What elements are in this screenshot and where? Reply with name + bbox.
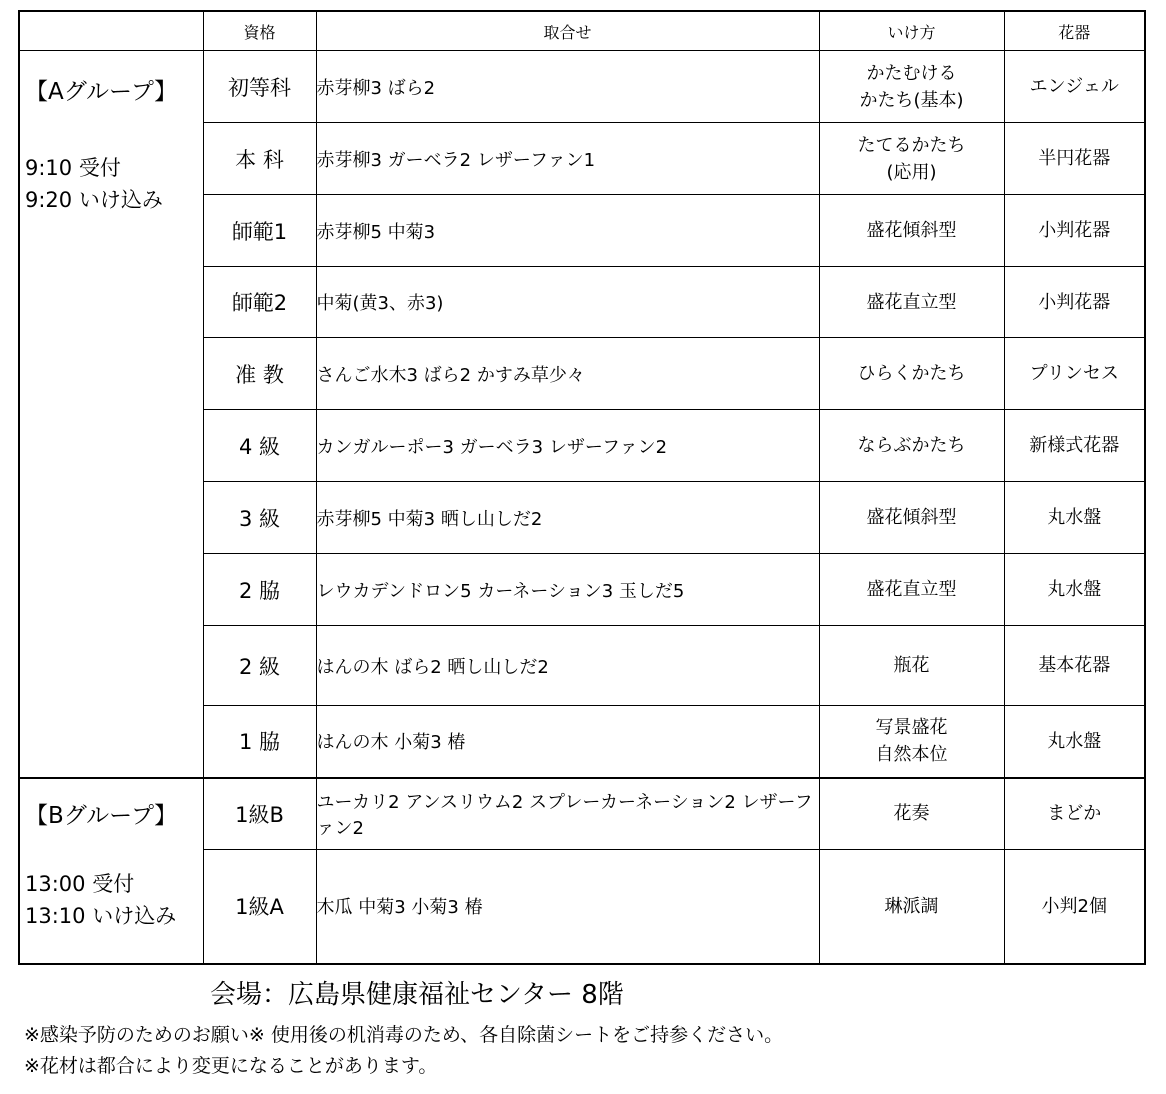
arrangement-cell: 琳派調 bbox=[819, 850, 1004, 964]
arrangement-cell: ひらくかたち bbox=[819, 338, 1004, 410]
materials-cell: 赤芽柳5 中菊3 bbox=[316, 195, 819, 267]
arrangement-cell: 盛花直立型 bbox=[819, 554, 1004, 626]
arrangement-line-2: 自然本位 bbox=[875, 744, 948, 766]
materials-cell: ユーカリ2 アンスリウム2 スプレーカーネーション2 レザーファン2 bbox=[316, 778, 819, 850]
arrangement-cell bbox=[819, 706, 1004, 778]
arrangement-cell: 瓶花 bbox=[819, 626, 1004, 706]
qualification-cell: 本 科 bbox=[203, 123, 316, 195]
header-materials: 取合せ bbox=[316, 11, 819, 51]
materials-cell: 赤芽柳5 中菊3 晒し山しだ2 bbox=[316, 482, 819, 554]
materials-cell: はんの木 小菊3 椿 bbox=[316, 706, 819, 778]
vase-cell: 丸水盤 bbox=[1004, 482, 1145, 554]
qualification-cell: 2 脇 bbox=[203, 554, 316, 626]
venue-text: 会場：広島県健康福祉センター 8階 bbox=[210, 980, 624, 1010]
vase-cell: 丸水盤 bbox=[1004, 554, 1145, 626]
qualification-cell: 初等科 bbox=[203, 51, 316, 123]
arrangement-line-2: かたち(基本) bbox=[859, 89, 964, 111]
materials-cell: レウカデンドロン5 カーネーション3 玉しだ5 bbox=[316, 554, 819, 626]
group-b-start-time: 13:10 いけ込み bbox=[25, 903, 177, 928]
materials-cell: 中菊(黄3、赤3) bbox=[316, 267, 819, 338]
qualification-cell: 1級B bbox=[203, 778, 316, 850]
group-a-reception-time: 9:10 受付 bbox=[25, 156, 121, 180]
header-arrangement: いけ方 bbox=[819, 11, 1004, 51]
header-group bbox=[19, 11, 203, 51]
header-row bbox=[19, 11, 1145, 51]
materials-cell: さんご水木3 ばら2 かすみ草少々 bbox=[316, 338, 819, 410]
arrangement-line-1: 写景盛花 bbox=[875, 717, 948, 739]
header-qualification: 資格 bbox=[203, 11, 316, 51]
arrangement-cell bbox=[819, 123, 1004, 195]
group-a-start-time: 9:20 いけ込み bbox=[25, 188, 163, 212]
qualification-cell: 2 級 bbox=[203, 626, 316, 706]
qualification-cell: 師範2 bbox=[203, 267, 316, 338]
arrangement-cell: 花奏 bbox=[819, 778, 1004, 850]
materials-cell: 赤芽柳3 ガーベラ2 レザーファン1 bbox=[316, 123, 819, 195]
materials-cell: カンガルーポー3 ガーベラ3 レザーファン2 bbox=[316, 410, 819, 482]
materials-cell: 木瓜 中菊3 小菊3 椿 bbox=[316, 850, 819, 964]
vase-cell: まどか bbox=[1004, 778, 1145, 850]
qualification-cell: 准 教 bbox=[203, 338, 316, 410]
table-row bbox=[19, 51, 1145, 123]
arrangement-cell: 盛花傾斜型 bbox=[819, 195, 1004, 267]
schedule-table bbox=[18, 10, 1146, 965]
arrangement-cell: 盛花傾斜型 bbox=[819, 482, 1004, 554]
group-a-title: 【Aグループ】 bbox=[25, 79, 178, 105]
table-row bbox=[19, 778, 1145, 850]
qualification-cell: 1級A bbox=[203, 850, 316, 964]
header-vase: 花器 bbox=[1004, 11, 1145, 51]
vase-cell: プリンセス bbox=[1004, 338, 1145, 410]
vase-cell: 丸水盤 bbox=[1004, 706, 1145, 778]
vase-cell: 小判花器 bbox=[1004, 195, 1145, 267]
materials-cell: はんの木 ばら2 晒し山しだ2 bbox=[316, 626, 819, 706]
materials-cell: 赤芽柳3 ばら2 bbox=[316, 51, 819, 123]
vase-cell: 小判花器 bbox=[1004, 267, 1145, 338]
vase-cell: 半円花器 bbox=[1004, 123, 1145, 195]
vase-cell: 新様式花器 bbox=[1004, 410, 1145, 482]
arrangement-cell bbox=[819, 51, 1004, 123]
arrangement-line-2: (応用) bbox=[886, 161, 937, 183]
materials-change-note: ※花材は都合により変更になることがあります。 bbox=[24, 1055, 438, 1077]
group-b-cell bbox=[19, 778, 203, 964]
group-b-title: 【Bグループ】 bbox=[25, 802, 178, 829]
qualification-cell: 3 級 bbox=[203, 482, 316, 554]
vase-cell: 小判2個 bbox=[1004, 850, 1145, 964]
arrangement-line-1: たてるかたち bbox=[857, 134, 966, 156]
qualification-cell: 1 脇 bbox=[203, 706, 316, 778]
qualification-cell: 師範1 bbox=[203, 195, 316, 267]
group-b-reception-time: 13:00 受付 bbox=[25, 871, 135, 896]
group-a-cell bbox=[19, 51, 203, 778]
vase-cell: 基本花器 bbox=[1004, 626, 1145, 706]
arrangement-cell: ならぶかたち bbox=[819, 410, 1004, 482]
infection-prevention-note: ※感染予防のためのお願い※ 使用後の机消毒のため、各自除菌シートをご持参ください。 bbox=[24, 1024, 784, 1046]
arrangement-line-1: かたむける bbox=[866, 62, 957, 84]
qualification-cell: 4 級 bbox=[203, 410, 316, 482]
vase-cell: エンジェル bbox=[1004, 51, 1145, 123]
arrangement-cell: 盛花直立型 bbox=[819, 267, 1004, 338]
